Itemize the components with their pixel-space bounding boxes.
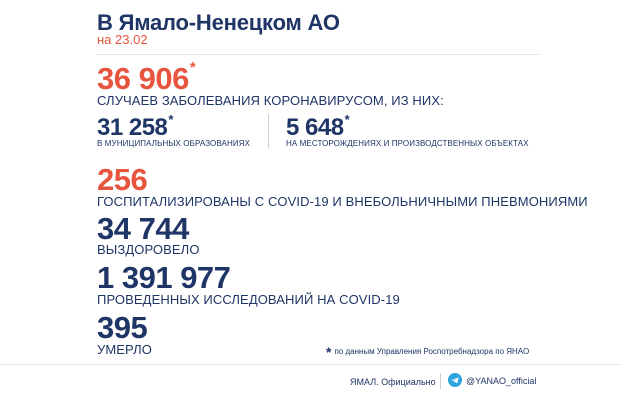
tests-label: ПРОВЕДЕННЫХ ИССЛЕДОВАНИЙ НА COVID-19 (97, 292, 400, 307)
municipal-cases-label: В МУНИЦИПАЛЬНЫХ ОБРАЗОВАНИЯХ (97, 139, 251, 148)
deaths-value: 395 (97, 310, 148, 345)
fields-cases-label: НА МЕСТОРОЖДЕНИЯХ И ПРОИЗВОДСТВЕННЫХ ОБЪЕКТАХ (286, 139, 529, 148)
telegram-plane-glyph (448, 373, 462, 387)
fields-cases-star: * (344, 112, 350, 127)
footer-brand: ЯМАЛ. Официально (350, 377, 436, 387)
hospitalized-value: 256 (97, 162, 148, 197)
footnote-text: по данным Управления Роспотребнадзора по ЯНАО (334, 347, 530, 356)
source-footnote (326, 341, 530, 360)
page-title: В Ямало-Ненецком АО (97, 10, 340, 35)
fields-cases-number: 5 648 (286, 114, 344, 141)
footer-separator (440, 373, 441, 389)
total-cases-number: 36 906 (97, 61, 189, 96)
cases-split-divider (268, 114, 269, 148)
tests-value: 1 391 977 (97, 260, 231, 295)
municipal-cases-star: * (168, 112, 173, 127)
hospitalized-label: ГОСПИТАЛИЗИРОВАНЫ С COVID-19 И ВНЕБОЛЬНИЧНЫМИ ПНЕВМОНИЯМИ (97, 194, 588, 209)
footer-divider (0, 364, 620, 365)
header-divider (97, 54, 540, 55)
report-date: на 23.02 (97, 32, 148, 47)
total-cases-value (97, 59, 196, 96)
fields-cases-value (286, 112, 350, 141)
telegram-handle-link[interactable]: @YANAO_official (466, 376, 537, 386)
deaths-label: УМЕРЛО (97, 342, 152, 357)
footnote-star: * (326, 344, 332, 360)
municipal-cases-number: 31 258 (97, 114, 168, 141)
total-cases-label: СЛУЧАЕВ ЗАБОЛЕВАНИЯ КОРОНАВИРУСОМ, ИЗ НИХ: (97, 93, 444, 108)
recovered-label: ВЫЗДОРОВЕЛО (97, 242, 200, 257)
recovered-value: 34 744 (97, 211, 189, 246)
total-cases-star: * (189, 59, 196, 76)
telegram-icon (448, 373, 462, 387)
municipal-cases-value (97, 112, 173, 141)
